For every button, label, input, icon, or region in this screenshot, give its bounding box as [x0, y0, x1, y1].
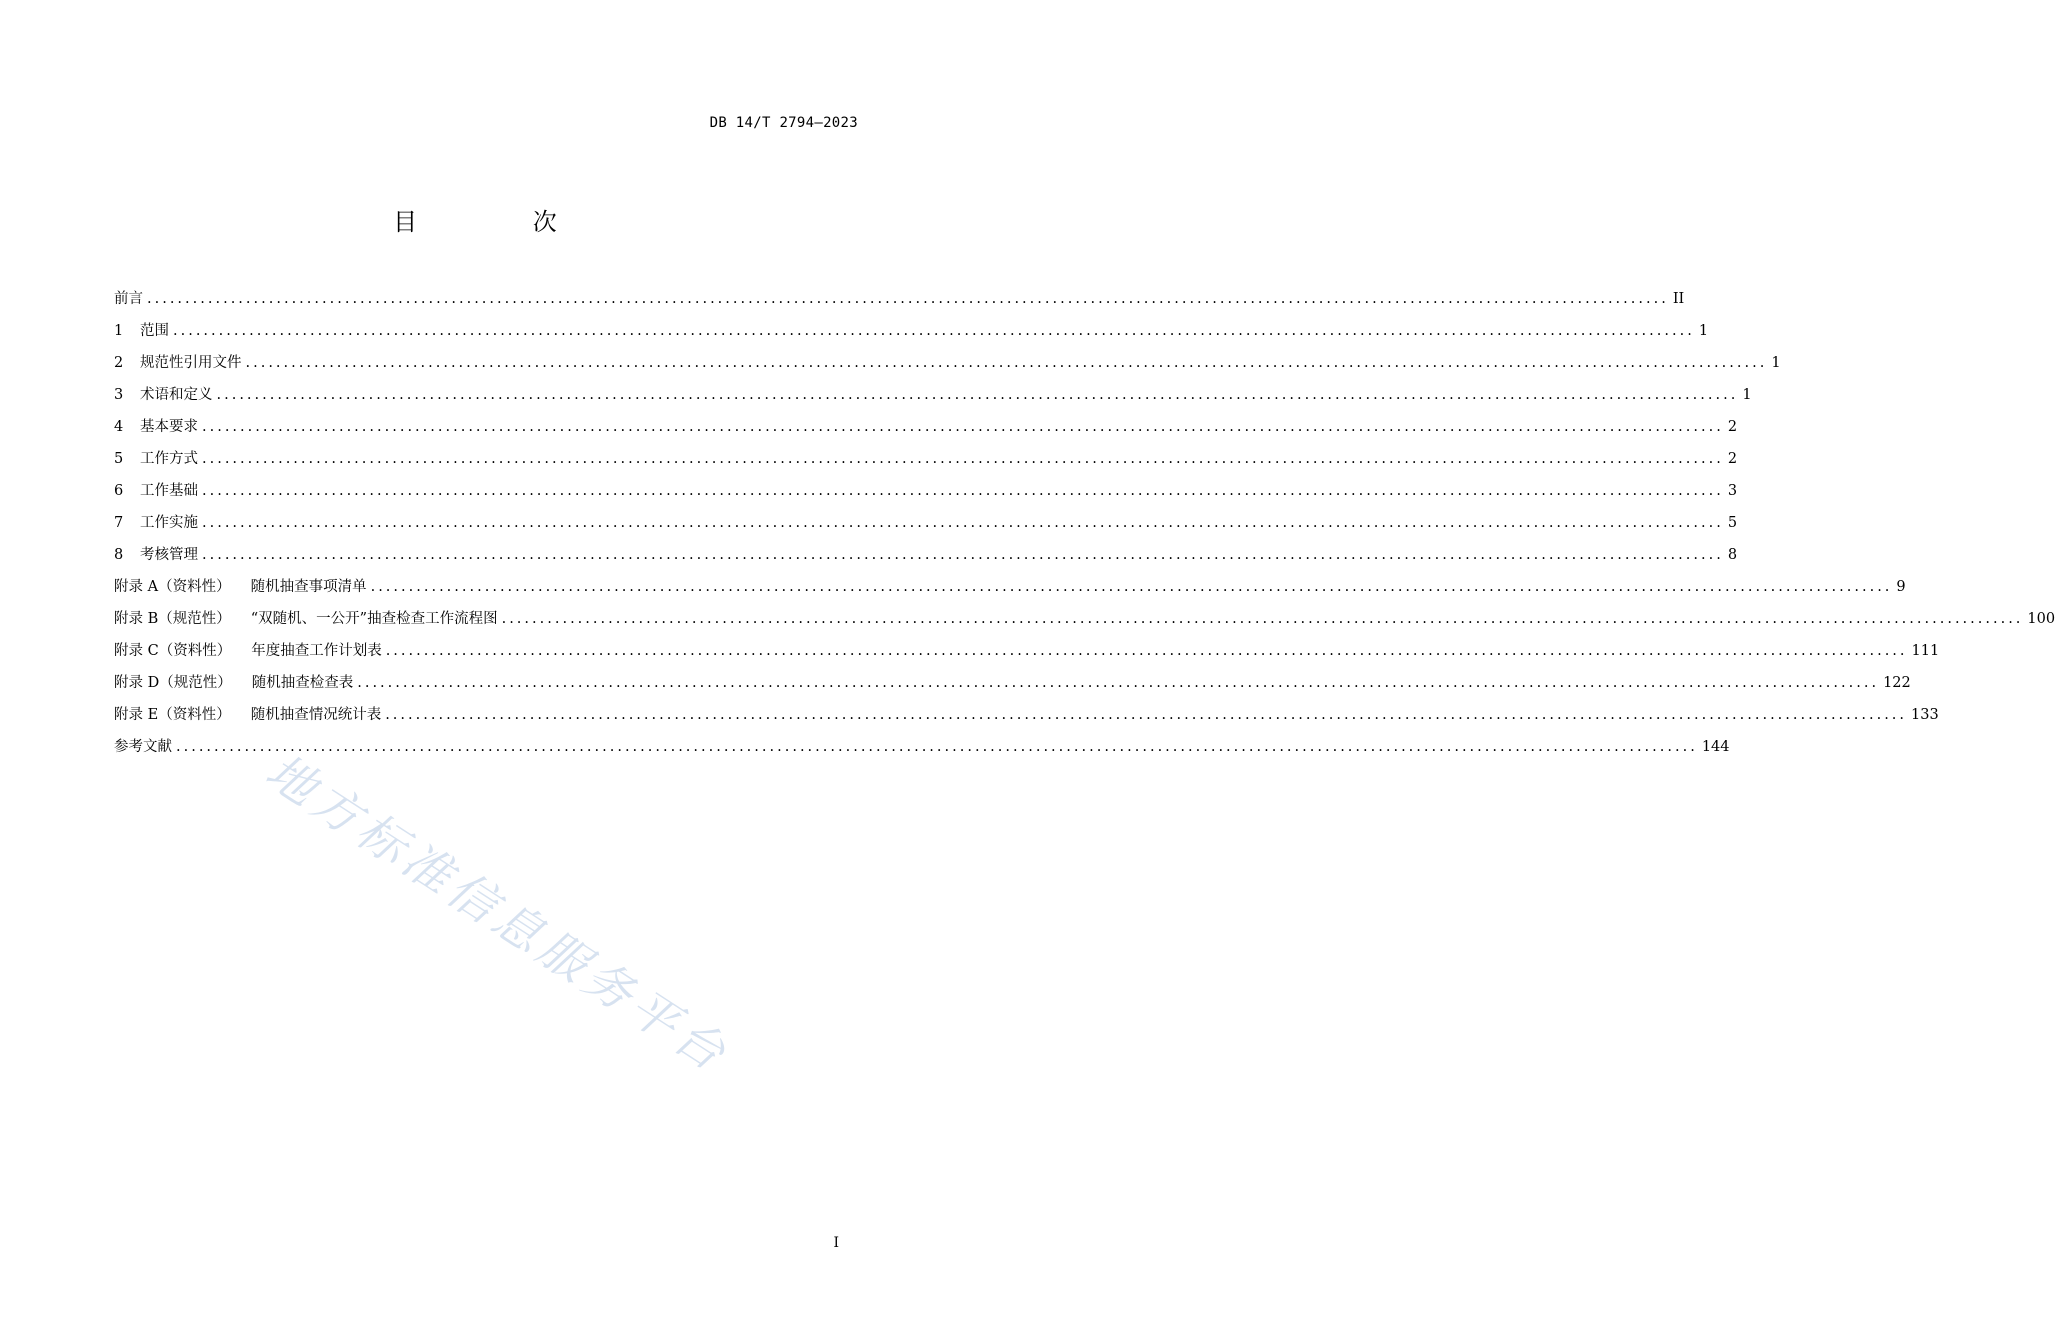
- toc-entry-page: 2: [1727, 419, 1738, 435]
- toc-entry[interactable]: [114, 287, 1685, 319]
- toc-entry-number: 7: [114, 515, 124, 531]
- toc-entry-label: [114, 735, 172, 759]
- toc-entry-page: 9: [1896, 579, 1906, 595]
- toc-entry-label: [114, 607, 498, 631]
- toc-leader-dots: ........................................................................................................................................................................................................: [147, 291, 1669, 307]
- toc-leader-dots: ........................................................................................................................................................................................................: [202, 451, 1724, 467]
- toc-entry-text: 年度抽查工作计划表: [251, 643, 382, 659]
- toc-leader-dots: ........................................................................................................................................................................................................: [173, 323, 1695, 339]
- page-number: I: [833, 1235, 839, 1251]
- toc-leader-dots: ........................................................................................................................................................................................................: [370, 579, 1893, 595]
- toc-entry-label: [140, 479, 198, 503]
- toc-entry[interactable]: [114, 671, 1911, 703]
- toc-entry-page: 122: [1883, 675, 1911, 691]
- toc-entry-label: [140, 511, 198, 535]
- toc-entry-appendix-prefix: 附录 C（资料性）: [114, 643, 232, 659]
- toc-entry-page: 144: [1701, 739, 1730, 755]
- toc-entry-text: “双随机、一公开”抽查检查工作流程图: [250, 611, 498, 627]
- toc-entry-appendix-prefix: 附录 B（规范性）: [114, 611, 231, 627]
- toc-entry-number: 5: [114, 451, 124, 467]
- toc-leader-dots: ........................................................................................................................................................................................................: [385, 643, 1908, 659]
- toc-entry[interactable]: [114, 479, 1738, 511]
- toc-leader-dots: ........................................................................................................................................................................................................: [202, 547, 1724, 563]
- toc-entry-page: II: [1672, 291, 1685, 307]
- toc-leader-dots: ........................................................................................................................................................................................................: [202, 419, 1724, 435]
- watermark: 地方标准信息服务平台: [255, 743, 740, 1085]
- toc-entry-page: 3: [1727, 483, 1738, 499]
- toc-entry-text: 工作实施: [140, 515, 198, 531]
- toc-entry-page: 111: [1911, 643, 1940, 659]
- toc-leader-dots: ........................................................................................................................................................................................................: [501, 611, 2024, 627]
- toc-entry-text: 随机抽查情况统计表: [250, 707, 382, 723]
- toc-entry-label: [140, 351, 242, 375]
- toc-entry-label: [140, 447, 198, 471]
- toc-entry[interactable]: [114, 639, 1940, 671]
- toc-entry-text: 术语和定义: [140, 387, 213, 403]
- toc-entry-text: 随机抽查事项清单: [250, 579, 367, 595]
- toc-entry-label: [140, 383, 213, 407]
- toc-entry-label: [140, 543, 198, 567]
- toc-leader-dots: ........................................................................................................................................................................................................: [176, 739, 1698, 755]
- toc-entry-appendix-prefix: 附录 E（资料性）: [114, 707, 231, 723]
- toc-leader-dots: ........................................................................................................................................................................................................: [385, 707, 1908, 723]
- toc-entry-label: [114, 639, 382, 663]
- toc-entry-page: 2: [1727, 451, 1738, 467]
- toc-entry-page: 133: [1911, 707, 1939, 723]
- toc-entry[interactable]: [114, 383, 1752, 415]
- toc-entry-page: 8: [1727, 547, 1738, 563]
- toc-entry-text: 前言: [114, 291, 143, 307]
- toc-entry-number: 4: [114, 419, 124, 435]
- toc-entry-appendix-prefix: 附录 D（规范性）: [114, 675, 232, 691]
- toc-entry-number: 6: [114, 483, 124, 499]
- toc-entry[interactable]: [114, 351, 1781, 383]
- toc-leader-dots: ........................................................................................................................................................................................................: [202, 515, 1724, 531]
- toc-leader-dots: ........................................................................................................................................................................................................: [202, 483, 1724, 499]
- page-title: 目 次: [393, 208, 611, 236]
- toc-entry-label: [114, 671, 353, 695]
- toc-leader-dots: ........................................................................................................................................................................................................: [216, 387, 1739, 403]
- toc-entry-page: 100: [2027, 611, 2055, 627]
- toc-entry-page: 1: [1742, 387, 1752, 403]
- toc-entry-number: 8: [114, 547, 124, 563]
- toc-entry-appendix-prefix: 附录 A（资料性）: [114, 579, 231, 595]
- table-of-contents: [114, 287, 2055, 767]
- toc-entry[interactable]: [114, 447, 1738, 479]
- toc-entry-label: [114, 575, 367, 599]
- toc-entry-text: 范围: [140, 323, 169, 339]
- toc-entry-number: 2: [114, 355, 124, 371]
- toc-entry-label: [140, 319, 169, 343]
- toc-entry-text: 规范性引用文件: [140, 355, 242, 371]
- toc-leader-dots: ........................................................................................................................................................................................................: [357, 675, 1880, 691]
- toc-entry[interactable]: [114, 511, 1738, 543]
- toc-entry-label: [114, 287, 143, 311]
- toc-entry-page: 1: [1698, 323, 1709, 339]
- toc-entry[interactable]: [114, 319, 1709, 351]
- toc-entry[interactable]: [114, 543, 1738, 575]
- toc-entry[interactable]: [114, 415, 1738, 447]
- toc-entry-page: 5: [1727, 515, 1738, 531]
- toc-entry[interactable]: [114, 575, 1906, 607]
- toc-entry-label: [140, 415, 198, 439]
- toc-entry-page: 1: [1771, 355, 1781, 371]
- toc-entry[interactable]: [114, 607, 2055, 639]
- toc-entry-label: [114, 703, 381, 727]
- document-code: DB 14/T 2794—2023: [709, 115, 858, 131]
- toc-entry-number: 1: [114, 323, 124, 339]
- toc-entry-text: 随机抽查检查表: [251, 675, 354, 691]
- toc-entry-text: 工作基础: [140, 483, 198, 499]
- toc-leader-dots: ........................................................................................................................................................................................................: [245, 355, 1768, 371]
- toc-entry-number: 3: [114, 387, 124, 403]
- toc-entry-text: 考核管理: [140, 547, 198, 563]
- toc-entry-text: 基本要求: [140, 419, 198, 435]
- toc-entry-text: 参考文献: [114, 739, 172, 755]
- toc-entry[interactable]: [114, 735, 1730, 767]
- toc-entry-text: 工作方式: [140, 451, 198, 467]
- toc-entry[interactable]: [114, 703, 1939, 735]
